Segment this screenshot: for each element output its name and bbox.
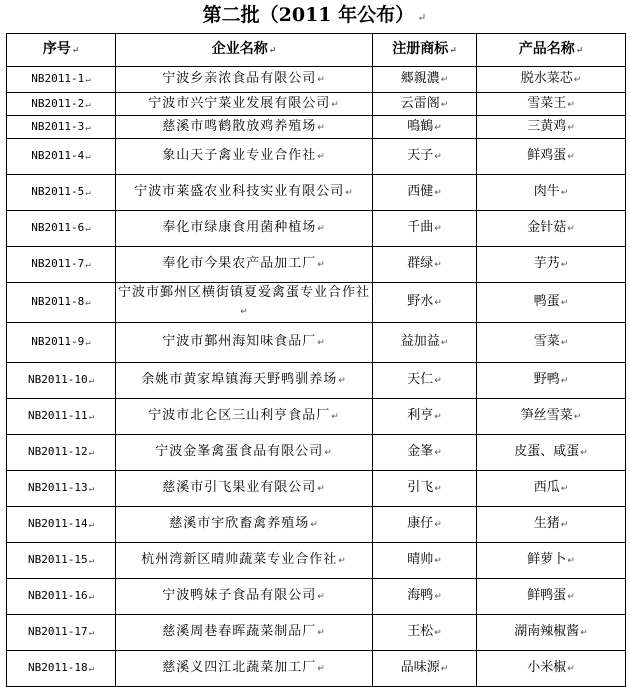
cell-trademark: 鳴鶴↵ xyxy=(373,116,477,139)
paragraph-mark-icon: ↵ xyxy=(434,122,442,133)
cell-trademark: 野水↵ xyxy=(373,283,477,323)
paragraph-mark-icon: ↵ xyxy=(573,412,582,422)
table-row xyxy=(7,615,626,651)
cell-serial: NB2011-17↵ xyxy=(7,615,116,651)
cell-serial: NB2011-15↵ xyxy=(7,543,116,579)
cell-product: 湖南辣椒酱↵ xyxy=(477,615,626,651)
paragraph-mark-icon: ↵ xyxy=(85,99,91,110)
table-row xyxy=(7,363,626,399)
paragraph-mark-icon: ↵ xyxy=(88,628,95,638)
paragraph-mark-icon: ↵ xyxy=(434,412,442,422)
paragraph-mark-icon: ↵ xyxy=(567,556,575,566)
cell-product: 笋丝雪菜↵ xyxy=(477,399,626,435)
paragraph-mark-icon: ↵ xyxy=(580,448,588,458)
cell-product: 三黄鸡↵ xyxy=(477,116,626,139)
cell-serial: NB2011-8↵ xyxy=(7,283,116,323)
table-body xyxy=(7,67,626,687)
cell-product: 鲜鸡蛋↵ xyxy=(477,139,626,175)
cell-serial: NB2011-3↵ xyxy=(7,116,116,139)
paragraph-mark-icon: ↵ xyxy=(560,376,569,386)
paragraph-mark-icon: ↵ xyxy=(560,338,569,348)
paragraph-mark-icon: ↵ xyxy=(417,11,427,24)
cell-company: 慈溪市鸣鹤散放鸡养殖场↵ xyxy=(116,116,373,139)
cell-trademark: 天子↵ xyxy=(373,139,477,175)
paragraph-mark-icon: ↵ xyxy=(575,46,584,56)
cell-trademark: 利亨↵ xyxy=(373,399,477,435)
paragraph-mark-icon: ↵ xyxy=(567,664,575,674)
paragraph-mark-icon: ↵ xyxy=(317,484,326,494)
table-row xyxy=(7,283,626,323)
cell-product: 雪菜王↵ xyxy=(477,93,626,116)
table-row xyxy=(7,651,626,687)
cell-company: 宁波乡亲浓食品有限公司↵ xyxy=(116,67,373,93)
paragraph-mark-icon: ↵ xyxy=(560,520,569,530)
paragraph-mark-icon: ↵ xyxy=(317,664,326,674)
cell-trademark: 西健↵ xyxy=(373,175,477,211)
cell-company: 奉化市绿康食用菌种植场↵ xyxy=(116,211,373,247)
paragraph-mark-icon: ↵ xyxy=(317,592,326,602)
table-header-row xyxy=(7,34,626,67)
paragraph-mark-icon: ↵ xyxy=(567,592,575,602)
table-row xyxy=(7,435,626,471)
paragraph-mark-icon: ↵ xyxy=(88,556,95,566)
paragraph-mark-icon: ↵ xyxy=(434,592,442,602)
cell-company: 宁波金峯禽蛋食品有限公司↵ xyxy=(116,435,373,471)
cell-product: 生猪↵ xyxy=(477,507,626,543)
paragraph-mark-icon: ↵ xyxy=(434,376,442,386)
paragraph-mark-icon: ↵ xyxy=(440,75,449,85)
paragraph-mark-icon: ↵ xyxy=(434,520,442,530)
paragraph-mark-icon: ↵ xyxy=(88,484,95,494)
cell-serial: NB2011-16↵ xyxy=(7,579,116,615)
cell-serial: NB2011-5↵ xyxy=(7,175,116,211)
page-title xyxy=(0,2,629,31)
cell-serial: NB2011-13↵ xyxy=(7,471,116,507)
table-row xyxy=(7,93,626,116)
cell-company: 象山天子禽业专业合作社↵ xyxy=(116,139,373,175)
paragraph-mark-icon: ↵ xyxy=(573,75,582,85)
paragraph-mark-icon: ↵ xyxy=(560,484,569,494)
table-row xyxy=(7,471,626,507)
paragraph-mark-icon: ↵ xyxy=(434,298,442,308)
cell-company: 宁波市北仑区三山利亨食品厂↵ xyxy=(116,399,373,435)
paragraph-mark-icon: ↵ xyxy=(338,556,347,566)
cell-company: 奉化市今果农产品加工厂↵ xyxy=(116,247,373,283)
cell-product: 皮蛋、咸蛋↵ xyxy=(477,435,626,471)
table-row xyxy=(7,175,626,211)
paragraph-mark-icon: ↵ xyxy=(71,46,80,56)
paragraph-mark-icon: ↵ xyxy=(317,75,326,85)
cell-serial: NB2011-2↵ xyxy=(7,93,116,116)
cell-product: 鲜鸭蛋↵ xyxy=(477,579,626,615)
paragraph-mark-icon: ↵ xyxy=(560,260,569,270)
cell-trademark: 引飞↵ xyxy=(373,471,477,507)
cell-trademark: 金峯↵ xyxy=(373,435,477,471)
paragraph-mark-icon: ↵ xyxy=(434,224,442,234)
paragraph-mark-icon: ↵ xyxy=(317,628,326,638)
cell-trademark: 千曲↵ xyxy=(373,211,477,247)
cell-trademark: 郷親濃↵ xyxy=(373,67,477,93)
company-table xyxy=(6,33,626,687)
paragraph-mark-icon: ↵ xyxy=(85,152,91,162)
cell-company: 慈溪周巷春晖蔬菜制品厂↵ xyxy=(116,615,373,651)
paragraph-mark-icon: ↵ xyxy=(88,520,95,530)
paragraph-mark-icon: ↵ xyxy=(567,224,575,234)
title-text: 第二批（2011 年公布） xyxy=(202,4,415,26)
cell-company: 慈溪义四江北蔬菜加工厂↵ xyxy=(116,651,373,687)
paragraph-mark-icon: ↵ xyxy=(560,188,569,198)
header-company: 企业名称↵ xyxy=(116,34,373,67)
paragraph-mark-icon: ↵ xyxy=(240,307,249,317)
table-row xyxy=(7,247,626,283)
cell-trademark: 益加益↵ xyxy=(373,323,477,363)
cell-product: 野鸭↵ xyxy=(477,363,626,399)
paragraph-mark-icon: ↵ xyxy=(85,338,91,348)
paragraph-mark-icon: ↵ xyxy=(317,338,326,348)
paragraph-mark-icon: ↵ xyxy=(331,412,340,422)
cell-company: 宁波市鄞州海知味食品厂↵ xyxy=(116,323,373,363)
cell-trademark: 海鸭↵ xyxy=(373,579,477,615)
table-row xyxy=(7,579,626,615)
paragraph-mark-icon: ↵ xyxy=(567,122,575,133)
cell-product: 小米椒↵ xyxy=(477,651,626,687)
paragraph-mark-icon: ↵ xyxy=(567,99,575,110)
cell-company: 宁波鸭妹子食品有限公司↵ xyxy=(116,579,373,615)
cell-company: 慈溪市宇欣畜禽养殖场↵ xyxy=(116,507,373,543)
cell-serial: NB2011-12↵ xyxy=(7,435,116,471)
paragraph-mark-icon: ↵ xyxy=(317,260,326,270)
table-row xyxy=(7,139,626,175)
cell-trademark: 康仔↵ xyxy=(373,507,477,543)
cell-serial: NB2011-7↵ xyxy=(7,247,116,283)
cell-product: 金针菇↵ xyxy=(477,211,626,247)
cell-serial: NB2011-11↵ xyxy=(7,399,116,435)
paragraph-mark-icon: ↵ xyxy=(434,188,442,198)
paragraph-mark-icon: ↵ xyxy=(88,376,95,386)
paragraph-mark-icon: ↵ xyxy=(88,412,95,422)
cell-product: 芋艿↵ xyxy=(477,247,626,283)
paragraph-mark-icon: ↵ xyxy=(580,628,588,638)
cell-trademark: 品味源↵ xyxy=(373,651,477,687)
paragraph-mark-icon: ↵ xyxy=(88,592,95,602)
cell-company: 宁波市鄞州区横街镇夏爱禽蛋专业合作社↵ xyxy=(116,283,373,323)
paragraph-mark-icon: ↵ xyxy=(434,152,442,162)
cell-product: 肉牛↵ xyxy=(477,175,626,211)
paragraph-mark-icon: ↵ xyxy=(338,376,347,386)
paragraph-mark-icon: ↵ xyxy=(85,122,91,133)
cell-product: 雪菜↵ xyxy=(477,323,626,363)
cell-trademark: 天仁↵ xyxy=(373,363,477,399)
paragraph-mark-icon: ↵ xyxy=(85,298,91,308)
cell-serial: NB2011-10↵ xyxy=(7,363,116,399)
table-row xyxy=(7,323,626,363)
cell-company: 宁波市兴宁菜业发展有限公司↵ xyxy=(116,93,373,116)
cell-serial: NB2011-18↵ xyxy=(7,651,116,687)
cell-trademark: 云雷阁↵ xyxy=(373,93,477,116)
paragraph-mark-icon: ↵ xyxy=(345,188,354,198)
paragraph-mark-icon: ↵ xyxy=(85,260,91,270)
paragraph-mark-icon: ↵ xyxy=(317,122,326,133)
cell-serial: NB2011-14↵ xyxy=(7,507,116,543)
paragraph-mark-icon: ↵ xyxy=(440,338,449,348)
cell-product: 西瓜↵ xyxy=(477,471,626,507)
cell-trademark: 王松↵ xyxy=(373,615,477,651)
table-row xyxy=(7,67,626,93)
paragraph-mark-icon: ↵ xyxy=(449,46,457,56)
cell-company: 宁波市莱盛农业科技实业有限公司↵ xyxy=(116,175,373,211)
cell-company: 慈溪市引飞果业有限公司↵ xyxy=(116,471,373,507)
paragraph-mark-icon: ↵ xyxy=(88,448,95,458)
paragraph-mark-icon: ↵ xyxy=(310,520,319,530)
cell-product: 脱水菜芯↵ xyxy=(477,67,626,93)
paragraph-mark-icon: ↵ xyxy=(434,260,442,270)
paragraph-mark-icon: ↵ xyxy=(434,448,442,458)
table-row xyxy=(7,116,626,139)
paragraph-mark-icon: ↵ xyxy=(324,448,333,458)
paragraph-mark-icon: ↵ xyxy=(85,188,91,198)
paragraph-mark-icon: ↵ xyxy=(434,556,442,566)
paragraph-mark-icon: ↵ xyxy=(440,664,449,674)
table-row xyxy=(7,399,626,435)
table-row xyxy=(7,543,626,579)
cell-company: 杭州湾新区晴帅蔬菜专业合作社↵ xyxy=(116,543,373,579)
paragraph-mark-icon: ↵ xyxy=(85,224,91,234)
cell-company: 余姚市黄家埠镇海天野鸭驯养场↵ xyxy=(116,363,373,399)
cell-trademark: 群绿↵ xyxy=(373,247,477,283)
table-row xyxy=(7,507,626,543)
paragraph-mark-icon: ↵ xyxy=(331,99,340,110)
cell-serial: NB2011-4↵ xyxy=(7,139,116,175)
paragraph-mark-icon: ↵ xyxy=(434,628,442,638)
header-serial: 序号↵ xyxy=(7,34,116,67)
paragraph-mark-icon: ↵ xyxy=(434,484,442,494)
paragraph-mark-icon: ↵ xyxy=(317,224,326,234)
paragraph-mark-icon: ↵ xyxy=(567,152,575,162)
cell-product: 鸭蛋↵ xyxy=(477,283,626,323)
cell-trademark: 晴帅↵ xyxy=(373,543,477,579)
paragraph-mark-icon: ↵ xyxy=(88,664,95,674)
cell-product: 鲜萝卜↵ xyxy=(477,543,626,579)
table-row xyxy=(7,211,626,247)
cell-serial: NB2011-6↵ xyxy=(7,211,116,247)
header-trademark: 注册商标↵ xyxy=(373,34,477,67)
paragraph-mark-icon: ↵ xyxy=(85,75,91,85)
paragraph-mark-icon: ↵ xyxy=(317,152,326,162)
paragraph-mark-icon: ↵ xyxy=(440,99,449,110)
cell-serial: NB2011-9↵ xyxy=(7,323,116,363)
paragraph-mark-icon: ↵ xyxy=(560,298,569,308)
cell-serial: NB2011-1↵ xyxy=(7,67,116,93)
paragraph-mark-icon: ↵ xyxy=(268,46,277,56)
header-product: 产品名称↵ xyxy=(477,34,626,67)
